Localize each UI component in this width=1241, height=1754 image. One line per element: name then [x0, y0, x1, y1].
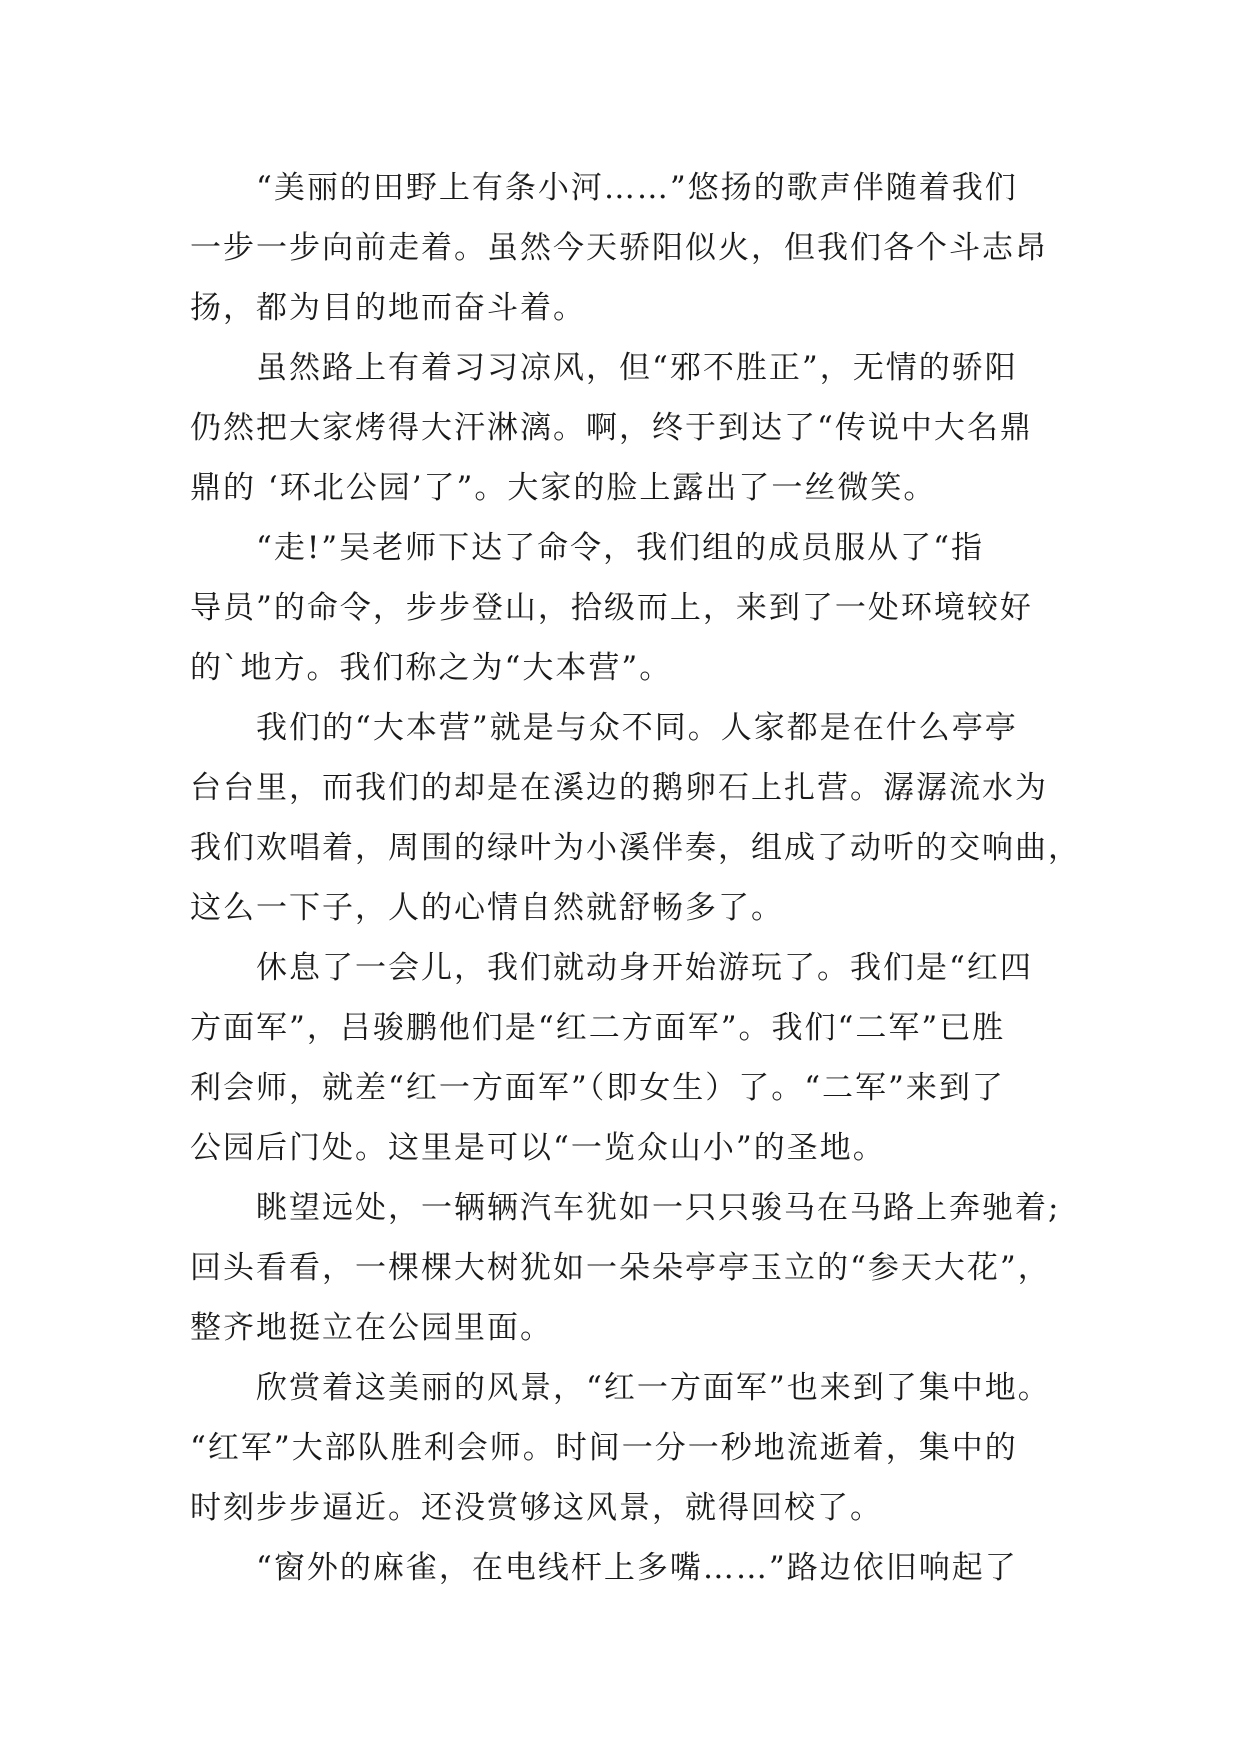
text-line: 时刻步步逼近。还没赏够这风景，就得回校了。 [190, 1490, 883, 1526]
text-line: 欣赏着这美丽的风景，“红一方面军”也来到了集中地。 [256, 1370, 1051, 1406]
text-line: 虽然路上有着习习凉风，但“邪不胜正”，无情的骄阳 [256, 350, 1018, 386]
text-line: 整齐地挺立在公园里面。 [190, 1310, 553, 1346]
text-line: 我们的“大本营”就是与众不同。人家都是在什么亭亭 [256, 710, 1018, 746]
text-line: 扬，都为目的地而奋斗着。 [190, 290, 586, 326]
text-line: 台台里，而我们的却是在溪边的鹅卵石上扎营。潺潺流水为 [190, 770, 1048, 806]
text-line: 一步一步向前走着。虽然今天骄阳似火，但我们各个斗志昂 [190, 230, 1048, 266]
paragraph [190, 1538, 1090, 1598]
text-line: “美丽的田野上有条小河……”悠扬的歌声伴随着我们 [256, 170, 1018, 206]
text-line: 鼎的 ‘环北公园’了”。大家的脸上露出了一丝微笑。 [190, 470, 937, 506]
text-line: “走!”吴老师下达了命令，我们组的成员服从了“指 [256, 530, 984, 566]
paragraph [190, 1178, 1090, 1358]
paragraph [190, 1358, 1090, 1538]
text-line: 回头看看，一棵棵大树犹如一朵朵亭亭玉立的“参天大花”， [190, 1250, 1051, 1286]
text-line: 的`地方。我们称之为“大本营”。 [190, 650, 673, 686]
paragraph [190, 158, 1090, 338]
text-line: 利会师，就差“红一方面军”（即女生）了。“二军”来到了 [190, 1070, 1005, 1106]
text-line: 仍然把大家烤得大汗淋漓。啊，终于到达了“传说中大名鼎 [190, 410, 1033, 446]
text-line: “窗外的麻雀，在电线杆上多嘴……”路边依旧响起了 [256, 1550, 1018, 1586]
paragraph [190, 518, 1090, 698]
article-body [190, 158, 1090, 1598]
paragraph [190, 338, 1090, 518]
text-line: 导员”的命令，步步登山，拾级而上，来到了一处环境较好 [190, 590, 1033, 626]
text-line: 我们欢唱着，周围的绿叶为小溪伴奏，组成了动听的交响曲， [190, 830, 1081, 866]
text-line: 这么一下子，人的心情自然就舒畅多了。 [190, 890, 784, 926]
text-line: 公园后门处。这里是可以“一览众山小”的圣地。 [190, 1130, 886, 1166]
text-line: 方面军”，吕骏鹏他们是“红二方面军”。我们“二军”已胜 [190, 1010, 1006, 1046]
paragraph [190, 938, 1090, 1178]
text-line: 眺望远处，一辆辆汽车犹如一只只骏马在马路上奔驰着; [256, 1190, 1061, 1226]
text-line: “红军”大部队胜利会师。时间一分一秒地流逝着，集中的 [190, 1430, 1018, 1466]
text-line: 休息了一会儿，我们就动身开始游玩了。我们是“红四 [256, 950, 1033, 986]
paragraph [190, 698, 1090, 938]
